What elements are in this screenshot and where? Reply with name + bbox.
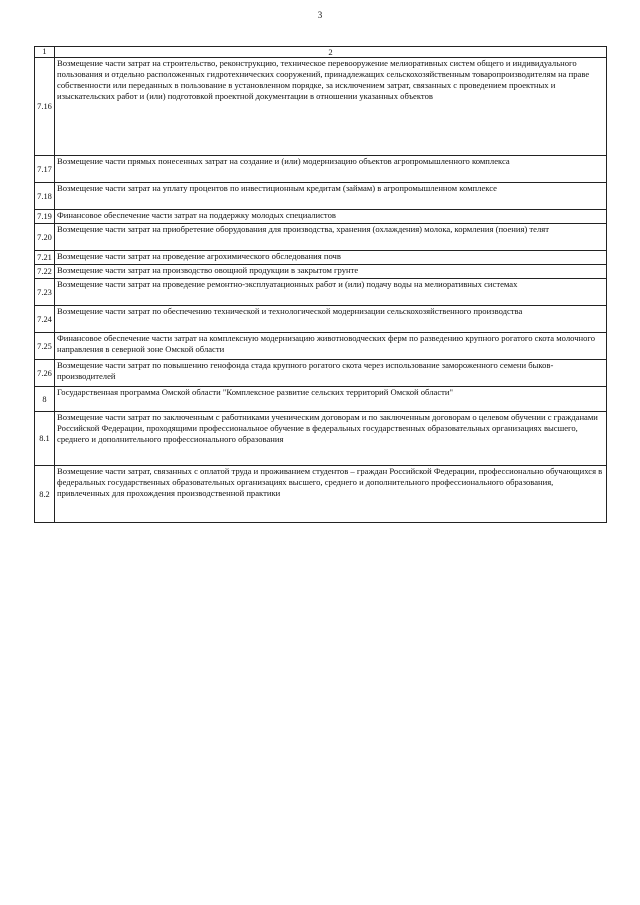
measures-table — [34, 46, 607, 523]
row-text: Возмещение части прямых понесенных затрат на создание и (или) модернизацию объектов агропромышленного комплекса — [55, 156, 607, 183]
table-header-row — [35, 47, 607, 58]
table-row — [35, 251, 607, 265]
row-text: Возмещение части затрат на проведение агрохимического обследования почв — [55, 251, 607, 265]
row-text: Финансовое обеспечение части затрат на комплексную модернизацию животноводческих ферм по разведению крупного рогатого скота молочного направления в северной зоне Омской области — [55, 333, 607, 360]
table-row — [35, 224, 607, 251]
row-text: Возмещение части затрат на производство овощной продукции в закрытом грунте — [55, 265, 607, 279]
table-row — [35, 156, 607, 183]
row-number: 7.24 — [35, 306, 55, 333]
table-row — [35, 183, 607, 210]
row-number: 8.1 — [35, 412, 55, 466]
page-number: 3 — [317, 10, 323, 20]
header-col-2: 2 — [55, 47, 607, 58]
table-row — [35, 265, 607, 279]
row-text: Финансовое обеспечение части затрат на поддержку молодых специалистов — [55, 210, 607, 224]
row-number: 8.2 — [35, 466, 55, 523]
row-text: Возмещение части затрат, связанных с оплатой труда и проживанием студентов – граждан Российской Федерации, профессионально обучающихся в федеральных государственных образовательных организациях высшего, среднего и дополнительного профессионального образования, привлеченных для прохождения производственной практики — [55, 466, 607, 523]
row-text: Возмещение части затрат по обеспечению технической и технологической модернизации сельскохозяйственного производства — [55, 306, 607, 333]
table-row — [35, 387, 607, 412]
row-text: Возмещение части затрат на строительство, реконструкцию, техническое перевооружение мелиоративных систем общего и индивидуального пользования и отдельно расположенных гидротехнических сооружений, принадлежащих сельскохозяйственным товаропроизводителям на праве собственности или переданных в пользование в установленном порядке, за исключением затрат, связанных с проведением проектных и изыскательских работ и (или) подготовкой проектной документации в отношении указанных объектов — [55, 58, 607, 156]
row-number: 7.25 — [35, 333, 55, 360]
row-text: Возмещение части затрат на проведение ремонтно-эксплуатационных работ и (или) подачу воды на мелиоративных системах — [55, 279, 607, 306]
row-number: 7.23 — [35, 279, 55, 306]
row-number: 7.19 — [35, 210, 55, 224]
row-number: 7.26 — [35, 360, 55, 387]
table-row — [35, 210, 607, 224]
table-row — [35, 333, 607, 360]
table-row — [35, 58, 607, 156]
row-text: Возмещение части затрат по повышению генофонда стада крупного рогатого скота через использование замороженного семени быков-производителей — [55, 360, 607, 387]
row-number: 7.16 — [35, 58, 55, 156]
table-row — [35, 360, 607, 387]
row-number: 7.22 — [35, 265, 55, 279]
row-text: Государственная программа Омской области "Комплексное развитие сельских территорий Омской области" — [55, 387, 607, 412]
table-row — [35, 306, 607, 333]
header-col-1: 1 — [35, 47, 55, 58]
table-row — [35, 279, 607, 306]
row-text: Возмещение части затрат на уплату процентов по инвестиционным кредитам (займам) в агропромышленном комплексе — [55, 183, 607, 210]
row-text: Возмещение части затрат по заключенным с работниками ученическим договорам и по заключенным договорам о целевом обучении с гражданами Российской Федерации, проходящими профессиональное обучение в федеральных государственных образовательных организациях высшего, среднего и дополнительного профессионального образования — [55, 412, 607, 466]
row-number: 7.20 — [35, 224, 55, 251]
table-row — [35, 412, 607, 466]
row-text: Возмещение части затрат на приобретение оборудования для производства, хранения (охлаждения) молока, кормления (поения) телят — [55, 224, 607, 251]
row-number: 7.18 — [35, 183, 55, 210]
row-number: 8 — [35, 387, 55, 412]
row-number: 7.17 — [35, 156, 55, 183]
table-row — [35, 466, 607, 523]
row-number: 7.21 — [35, 251, 55, 265]
